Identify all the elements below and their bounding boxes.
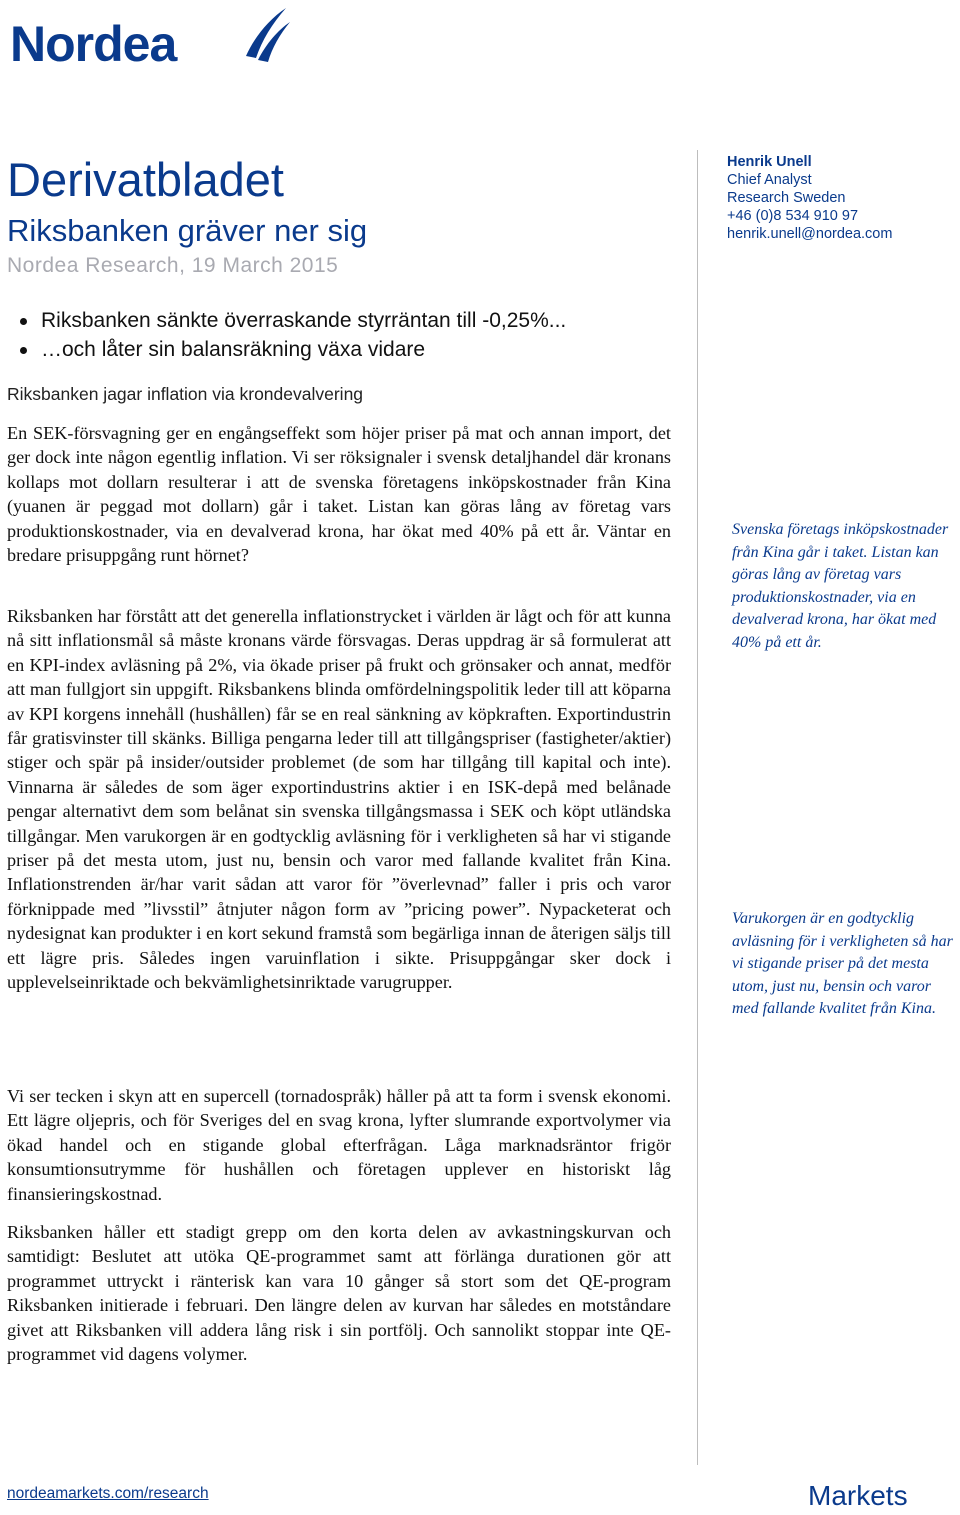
column-divider	[697, 150, 698, 1465]
logo-wordmark: Nordea	[10, 16, 177, 68]
bullet-item	[7, 307, 687, 336]
author-block	[727, 153, 892, 243]
author-dept: Research Sweden	[727, 190, 846, 206]
research-link[interactable]: nordeamarkets.com/research	[7, 1485, 209, 1502]
author-phone: +46 (0)8 534 910 97	[727, 208, 859, 224]
bullet-item	[7, 336, 687, 365]
author-name: Henrik Unell	[727, 154, 812, 170]
bullet-text: Riksbanken sänkte överraskande styrräntan till -0,25%...	[41, 309, 567, 332]
bullet-dot-icon	[20, 347, 27, 354]
page-subtitle: Riksbanken gräver ner sig	[7, 213, 368, 248]
body-paragraph: Riksbanken har förstått att det generella inflationstrycket i världen är lågt och för att kunna nå sitt inflationsmål så måste kronans värde försvagas. Deras uppdrag är så formulerat att en KPI-index avläsning på 2%, via ökade priser på frukt och grönsaker och annat, medför att man fullgjort sin uppgift. Riksbankens blinda omfördelningspolitik leder till att köparna av KPI korgens innehåll (hushållen) får se en real sänkning av köpkraften. Exportindustrin får gratisvinster till skänks. Billiga pengarna leder till att tillgångspriser (fastigheter/aktier) stiger och spär på insider/outsider problemet (de som har tillgång till kapital och inte). Vinnarna är således de som äger exportindustrins aktier i en ISK-depå med belånade pengar alternativt dem som belånat sin svenska tillgångsmassa i SEK och köpt utländska tillgångar. Men varukorgen är en godtycklig avläsning för i verkligheten så har vi stigande priser på det mesta utom, just nu, bensin och varor med fallande kvalitet från Kina. Inflationstrenden är/har varit sådan att varor för ”överlevnad” faller i pris och varor förknippade med ”livsstil” åtnjuter någon form av ”pricing power”. Nypacketerat och nydesignat kan produkter i en kort sekund framstå som begärliga innan de återigen säljs till ett lägre pris. Således ingen varuinflation i sikte. Prisuppgångar sker dock i upplevelseinriktade och bekvämlighetsinriktade varugrupper.	[7, 606, 671, 993]
page-title: Derivatbladet	[7, 153, 284, 206]
body-paragraph: En SEK-försvagning ger en engångseffekt som höjer priser på mat och annan import, det ger dock inte någon egentlig inflation. Vi ser röksignaler i svensk detaljhandel där kronans kollaps mot dollarn resulterar i att de svenska företagens inköpskostnader från Kina (yuanen är peggad mot dollarn) går i taket. Listan kan göras lång av företag vars produktionskostnader, via en devalverad krona, har ökat med 40% på ett år. Väntar en bredare prisuppgång runt hörnet?	[7, 423, 671, 566]
body-paragraph: Riksbanken håller ett stadigt grepp om den korta delen av avkastningskurvan och samtidigt: Beslutet att utöka QE-programmet samt att förlänga durationen gör att programmet uttryckt i ränterisk kan vara 10 gånger så stort som det QE-program Riksbanken initierade i februari. Den längre delen av kurvan har således en motståndare givet att Riksbanken vill addera lång risk i sin portfölj. Och sannolikt stoppar inte QE-programmet vid dagens volymer.	[7, 1222, 671, 1365]
section-heading: Riksbanken jagar inflation via krondevalvering	[7, 384, 364, 404]
key-points	[7, 307, 687, 365]
side-note: Varukorgen är en godtycklig avläsning för i verkligheten så har vi stigande priser på det mesta utom, just nu, bensin och varor med fallande kvalitet från Kina.	[732, 910, 953, 1017]
bullet-text: …och låter sin balansräkning växa vidare	[41, 338, 426, 361]
body-paragraph: Vi ser tecken i skyn att en supercell (tornadospråk) håller på att ta form i svensk ekonomi. Ett lägre oljepris, och för Sveriges del en svag krona, lyfter slumrande exportvolymer via ökad handel och en stigande global efterfrågan. Låga marknadsräntor frigör konsumtionsutrymme för hushållen och företagen upplever en historiskt låg finansieringskostnad.	[7, 1086, 671, 1204]
author-email[interactable]: henrik.unell@nordea.com	[727, 226, 893, 242]
author-role: Chief Analyst	[727, 172, 812, 188]
markets-brand: Markets	[808, 1480, 908, 1511]
bullet-dot-icon	[20, 318, 27, 325]
side-note: Svenska företags inköpskostnader från Kina går i taket. Listan kan göras lång av företag vars produktionskostnader, via en devalverad krona, har ökat med 40% på ett år.	[732, 521, 949, 651]
dateline: Nordea Research, 19 March 2015	[7, 254, 339, 277]
nordea-logo	[10, 2, 295, 68]
